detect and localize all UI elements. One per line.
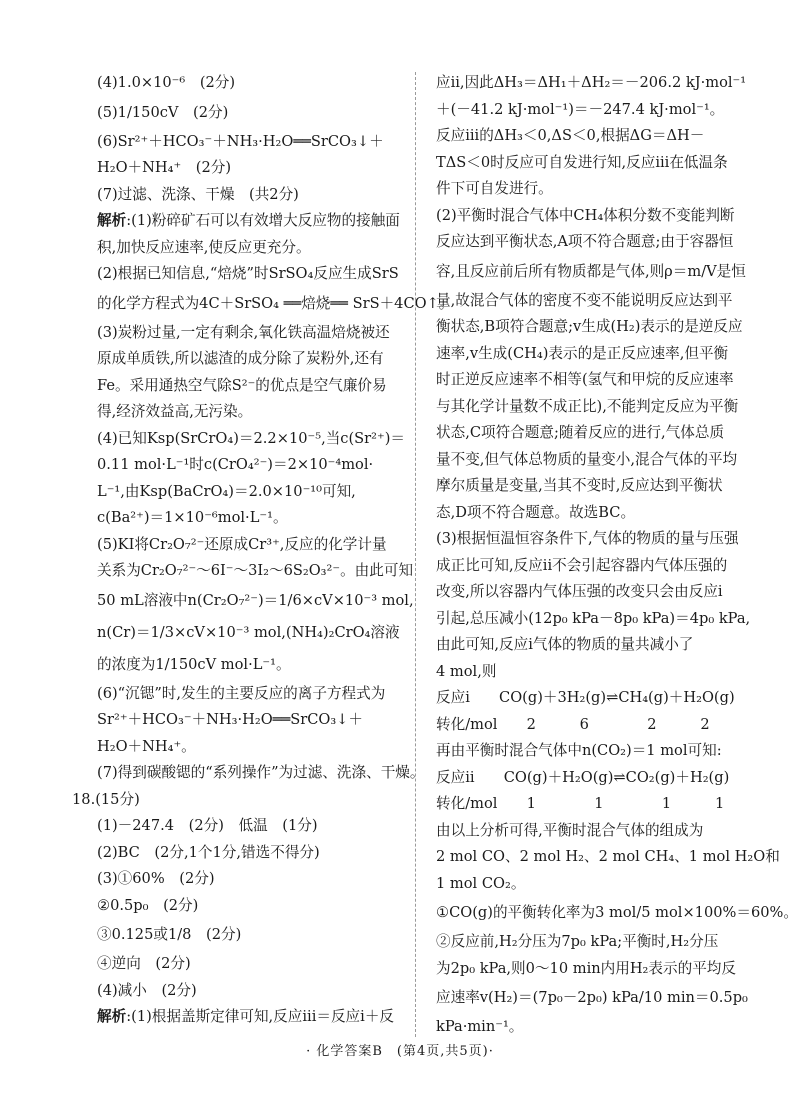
page-footer: · 化学答案B (第4页,共5页)· xyxy=(306,1044,494,1059)
right-column-line: 摩尔质量是变量,当其不变时,反应达到平衡状 xyxy=(436,477,723,494)
left-column-line: ③0.125或1/8 (2分) xyxy=(97,926,242,943)
left-column-line: 解析:(1)根据盖斯定律可知,反应iii＝反应i＋反 xyxy=(97,1008,395,1025)
left-column-line: H₂O＋NH₄⁺。 xyxy=(97,737,196,755)
right-column xyxy=(436,70,799,1041)
right-column-line: 与其化学计量数不成正比),不能判定反应为平衡 xyxy=(436,397,739,415)
left-column-line: 18.(15分) xyxy=(72,790,140,808)
right-column-line: 反应i CO(g)＋3H₂(g)⇌CH₄(g)＋H₂O(g) xyxy=(436,689,735,706)
left-column-line: (4)减小 (2分) xyxy=(97,981,197,999)
right-column-line: 4 mol,则 xyxy=(436,662,497,680)
left-column-line: 50 mL溶液中n(Cr₂O₇²⁻)＝1/6×cV×10⁻³ mol, xyxy=(97,591,414,609)
right-column-line: 速率,v生成(CH₄)表示的是正反应速率,但平衡 xyxy=(436,344,729,362)
right-column-line: 量不变,但气体总物质的量变小,混合气体的平均 xyxy=(436,450,738,468)
right-column-line: 应ii,因此ΔH₃＝ΔH₁＋ΔH₂＝－206.2 kJ·mol⁻¹ xyxy=(436,74,747,91)
right-column-line: ①CO(g)的平衡转化率为3 mol/5 mol×100%＝60%。 xyxy=(436,904,799,921)
left-column-line: L⁻¹,由Ksp(BaCrO₄)＝2.0×10⁻¹⁰可知, xyxy=(97,482,356,500)
left-column-line: (2)BC (2分,1个1分,错选不得分) xyxy=(97,843,320,861)
right-column-line: 反应iii的ΔH₃＜0,ΔS＜0,根据ΔG＝ΔH－ xyxy=(436,127,705,144)
left-column-line: 关系为Cr₂O₇²⁻～6I⁻～3I₂～6S₂O₃²⁻。由此可知 xyxy=(97,562,414,579)
column-divider xyxy=(415,72,416,1037)
left-column-line: (6)Sr²⁺＋HCO₃⁻＋NH₃·H₂O══SrCO₃↓＋ xyxy=(97,132,384,150)
left-column-line: (7)过滤、洗涤、干燥 (共2分) xyxy=(97,185,299,203)
left-column-line: (3)炭粉过量,一定有剩余,氧化铁高温焙烧被还 xyxy=(97,323,390,341)
right-column-line: 由此可知,反应i气体的物质的量共减小了 xyxy=(436,636,694,653)
left-column-line: (5)1/150cV (2分) xyxy=(97,103,229,121)
right-column-line: 状态,C项符合题意;随着反应的进行,气体总质 xyxy=(436,424,725,441)
right-column-line: 反应达到平衡状态,A项不符合题意;由于容器恒 xyxy=(436,233,734,250)
right-column-line: TΔS＜0时反应可自发进行知,反应iii在低温条 xyxy=(436,153,728,171)
left-column-line: H₂O＋NH₄⁺ (2分) xyxy=(97,159,232,176)
left-column-line: 的浓度为1/150cV mol·L⁻¹。 xyxy=(97,655,291,673)
left-column-line: 得,经济效益高,无污染。 xyxy=(97,403,253,420)
left-column-line: (4)已知Ksp(SrCrO₄)＝2.2×10⁻⁵,当c(Sr²⁺)＝ xyxy=(97,429,405,447)
left-column-line: (3)①60% (2分) xyxy=(97,870,215,887)
left-column-line: (1)－247.4 (2分) 低温 (1分) xyxy=(97,817,318,834)
analysis-label: 解析 xyxy=(97,212,127,229)
left-column-line: 的化学方程式为4C＋SrSO₄ ══焙烧══ SrS＋4CO↑。 xyxy=(97,294,454,312)
right-column-line: 2 mol CO、2 mol H₂、2 mol CH₄、1 mol H₂O和 xyxy=(436,848,780,865)
right-column-line: 为2p₀ kPa,则0～10 min内用H₂表示的平均反 xyxy=(436,959,736,977)
left-column-line: (7)得到碳酸锶的“系列操作”为过滤、洗涤、干燥。 xyxy=(97,764,425,781)
left-column-line: c(Ba²⁺)＝1×10⁻⁶mol·L⁻¹。 xyxy=(97,509,288,526)
right-column-line: 应速率v(H₂)＝(7p₀－2p₀) kPa/10 min＝0.5p₀ xyxy=(436,989,748,1006)
left-column-line: (2)根据已知信息,“焙烧”时SrSO₄反应生成SrS xyxy=(97,265,399,282)
right-column-line: 转化/mol 2 6 2 2 xyxy=(436,715,710,733)
right-column-line: 成正比可知,反应ii不会引起容器内气体压强的 xyxy=(436,556,728,574)
right-column-line: 件下可自发进行。 xyxy=(436,180,553,197)
right-column-line: ②反应前,H₂分压为7p₀ kPa;平衡时,H₂分压 xyxy=(436,933,719,950)
right-column-line: 时正逆反应速率不相等(氢气和甲烷的反应速率 xyxy=(436,371,734,388)
right-column-line: 态,D项不符合题意。故选BC。 xyxy=(436,503,636,521)
left-column-line: (4)1.0×10⁻⁶ (2分) xyxy=(97,74,236,91)
left-column-line: 原成单质铁,所以滤渣的成分除了炭粉外,还有 xyxy=(97,350,384,367)
right-column-line: 再由平衡时混合气体中n(CO₂)＝1 mol可知: xyxy=(436,742,722,759)
left-column-line: (5)KI将Cr₂O₇²⁻还原成Cr³⁺,反应的化学计量 xyxy=(97,535,387,553)
right-column-line: (2)平衡时混合气体中CH₄体积分数不变能判断 xyxy=(436,206,735,224)
left-column-line: 解析:(1)粉碎矿石可以有效增大反应物的接触面 xyxy=(97,212,400,229)
analysis-label: 解析 xyxy=(97,1008,127,1025)
right-column-line: 1 mol CO₂。 xyxy=(436,874,526,892)
left-column-line: Fe。采用通热空气除S²⁻的优点是空气廉价易 xyxy=(97,376,387,394)
right-column-line: 容,且反应前后所有物质都是气体,则ρ＝m/V是恒 xyxy=(436,262,746,280)
left-column-line: n(Cr)＝1/3×cV×10⁻³ mol,(NH₄)₂CrO₄溶液 xyxy=(97,623,400,641)
right-column-line: 量,故混合气体的密度不变不能说明反应达到平 xyxy=(436,291,733,309)
right-column-line: 改变,所以容器内气体压强的改变只会由反应i xyxy=(436,583,723,600)
left-column-line: 积,加快反应速率,使反应更充分。 xyxy=(97,238,311,256)
left-column-line: ②0.5p₀ (2分) xyxy=(97,896,199,914)
right-column-line: (3)根据恒温恒容条件下,气体的物质的量与压强 xyxy=(436,530,739,547)
left-column-line: (6)“沉锶”时,发生的主要反应的离子方程式为 xyxy=(97,684,386,702)
left-column xyxy=(72,70,454,1031)
left-column-line: 0.11 mol·L⁻¹时c(CrO₄²⁻)＝2×10⁻⁴mol· xyxy=(97,456,374,473)
right-column-line: 由以上分析可得,平衡时混合气体的组成为 xyxy=(436,821,704,839)
right-column-line: ＋(－41.2 kJ·mol⁻¹)＝－247.4 kJ·mol⁻¹。 xyxy=(436,100,725,118)
left-column-line: ④逆向 (2分) xyxy=(97,955,191,972)
left-column-line: Sr²⁺＋HCO₃⁻＋NH₃·H₂O══SrCO₃↓＋ xyxy=(97,711,364,728)
right-column-line: 引起,总压减小(12p₀ kPa－8p₀ kPa)＝4p₀ kPa, xyxy=(436,609,751,627)
right-column-line: kPa·min⁻¹。 xyxy=(436,1018,524,1035)
right-column-line: 衡状态,B项符合题意;v生成(H₂)表示的是逆反应 xyxy=(436,318,743,335)
right-column-line: 转化/mol 1 1 1 1 xyxy=(436,795,725,812)
right-column-line: 反应ii CO(g)＋H₂O(g)⇌CO₂(g)＋H₂(g) xyxy=(436,768,730,786)
